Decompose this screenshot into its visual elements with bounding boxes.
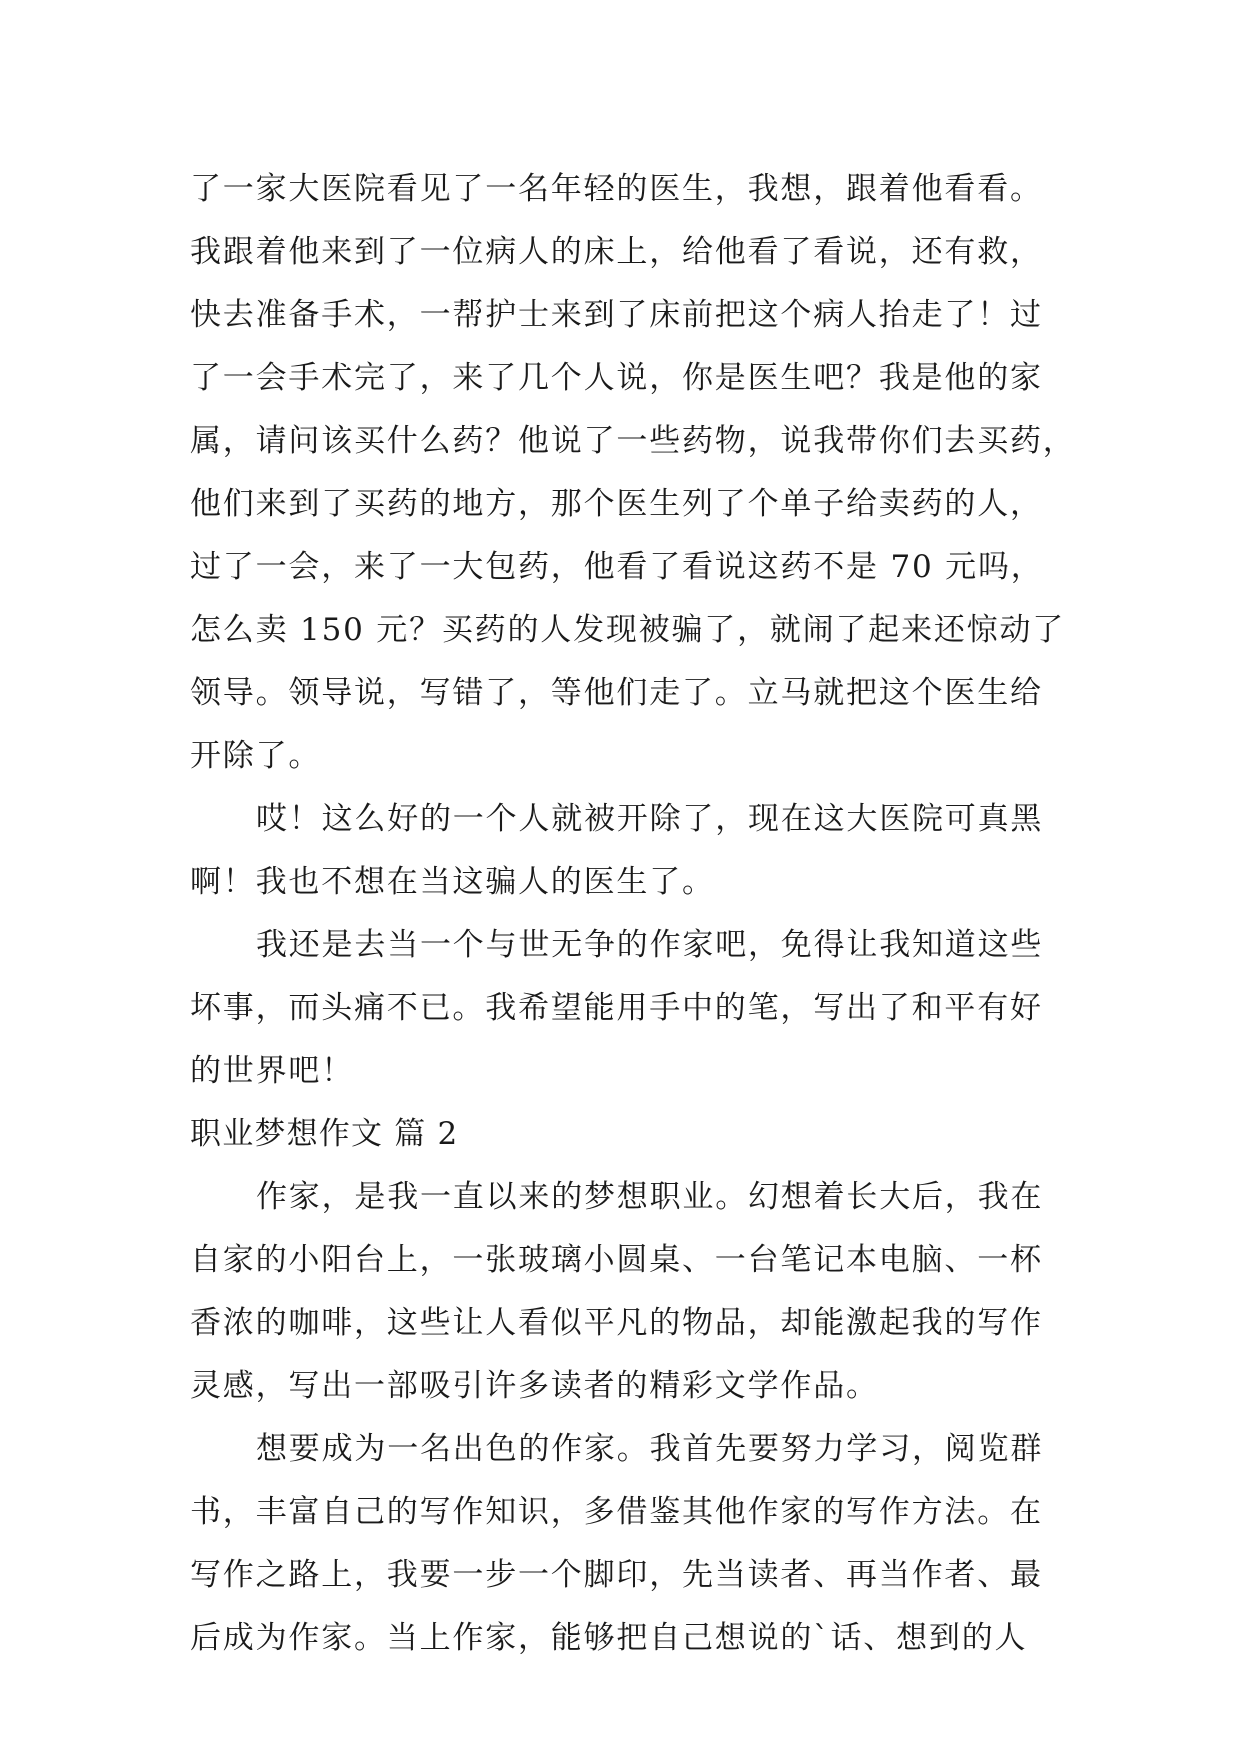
paragraph	[190, 1418, 1060, 1670]
text-line: 想要成为一名出色的作家。我首先要努力学习，阅览群	[256, 1431, 1044, 1467]
section-heading: 职业梦想作文 篇 2	[190, 1116, 459, 1152]
text-line: 坏事，而头痛不已。我希望能用手中的笔，写出了和平有好	[190, 990, 1043, 1026]
text-line: 啊！我也不想在当这骗人的医生了。	[190, 864, 715, 900]
text-line: 开除了。	[190, 738, 322, 774]
text-line: 后成为作家。当上作家，能够把自己想说的`话、想到的人	[190, 1620, 1028, 1656]
text-line: 我还是去当一个与世无争的作家吧，免得让我知道这些	[256, 927, 1044, 963]
paragraph	[190, 914, 1060, 1103]
text-line: 属，请问该买什么药？他说了一些药物，说我带你们去买药，	[190, 423, 1076, 459]
text-line: 自家的小阳台上，一张玻璃小圆桌、一台笔记本电脑、一杯	[190, 1242, 1043, 1278]
text-line: 香浓的咖啡，这些让人看似平凡的物品，却能激起我的写作	[190, 1305, 1043, 1341]
paragraph	[190, 1166, 1060, 1418]
text-line: 灵感，写出一部吸引许多读者的精彩文学作品。	[190, 1368, 879, 1404]
text-line: 快去准备手术，一帮护士来到了床前把这个病人抬走了！过	[190, 297, 1043, 333]
text-line: 怎么卖 150 元？买药的人发现被骗了，就闹了起来还惊动了	[190, 612, 1066, 648]
paragraph	[190, 788, 1060, 914]
document-page	[190, 158, 1076, 1670]
text-line: 领导。领导说，写错了，等他们走了。立马就把这个医生给	[190, 675, 1043, 711]
text-line: 过了一会，来了一大包药，他看了看说这药不是 70 元吗，	[190, 549, 1044, 585]
text-line: 的世界吧！	[190, 1053, 354, 1089]
text-line: 了一家大医院看见了一名年轻的医生，我想，跟着他看看。	[190, 171, 1043, 207]
text-line: 作家，是我一直以来的梦想职业。幻想着长大后，我在	[256, 1179, 1044, 1215]
text-line: 写作之路上，我要一步一个脚印，先当读者、再当作者、最	[190, 1557, 1043, 1593]
text-line: 我跟着他来到了一位病人的床上，给他看了看说，还有救，	[190, 234, 1043, 270]
text-line: 书，丰富自己的写作知识，多借鉴其他作家的写作方法。在	[190, 1494, 1043, 1530]
text-line: 哎！这么好的一个人就被开除了，现在这大医院可真黑	[256, 801, 1044, 837]
paragraph	[190, 158, 1076, 788]
text-line: 了一会手术完了，来了几个人说，你是医生吧？我是他的家	[190, 360, 1043, 396]
text-line: 他们来到了买药的地方，那个医生列了个单子给卖药的人，	[190, 486, 1043, 522]
